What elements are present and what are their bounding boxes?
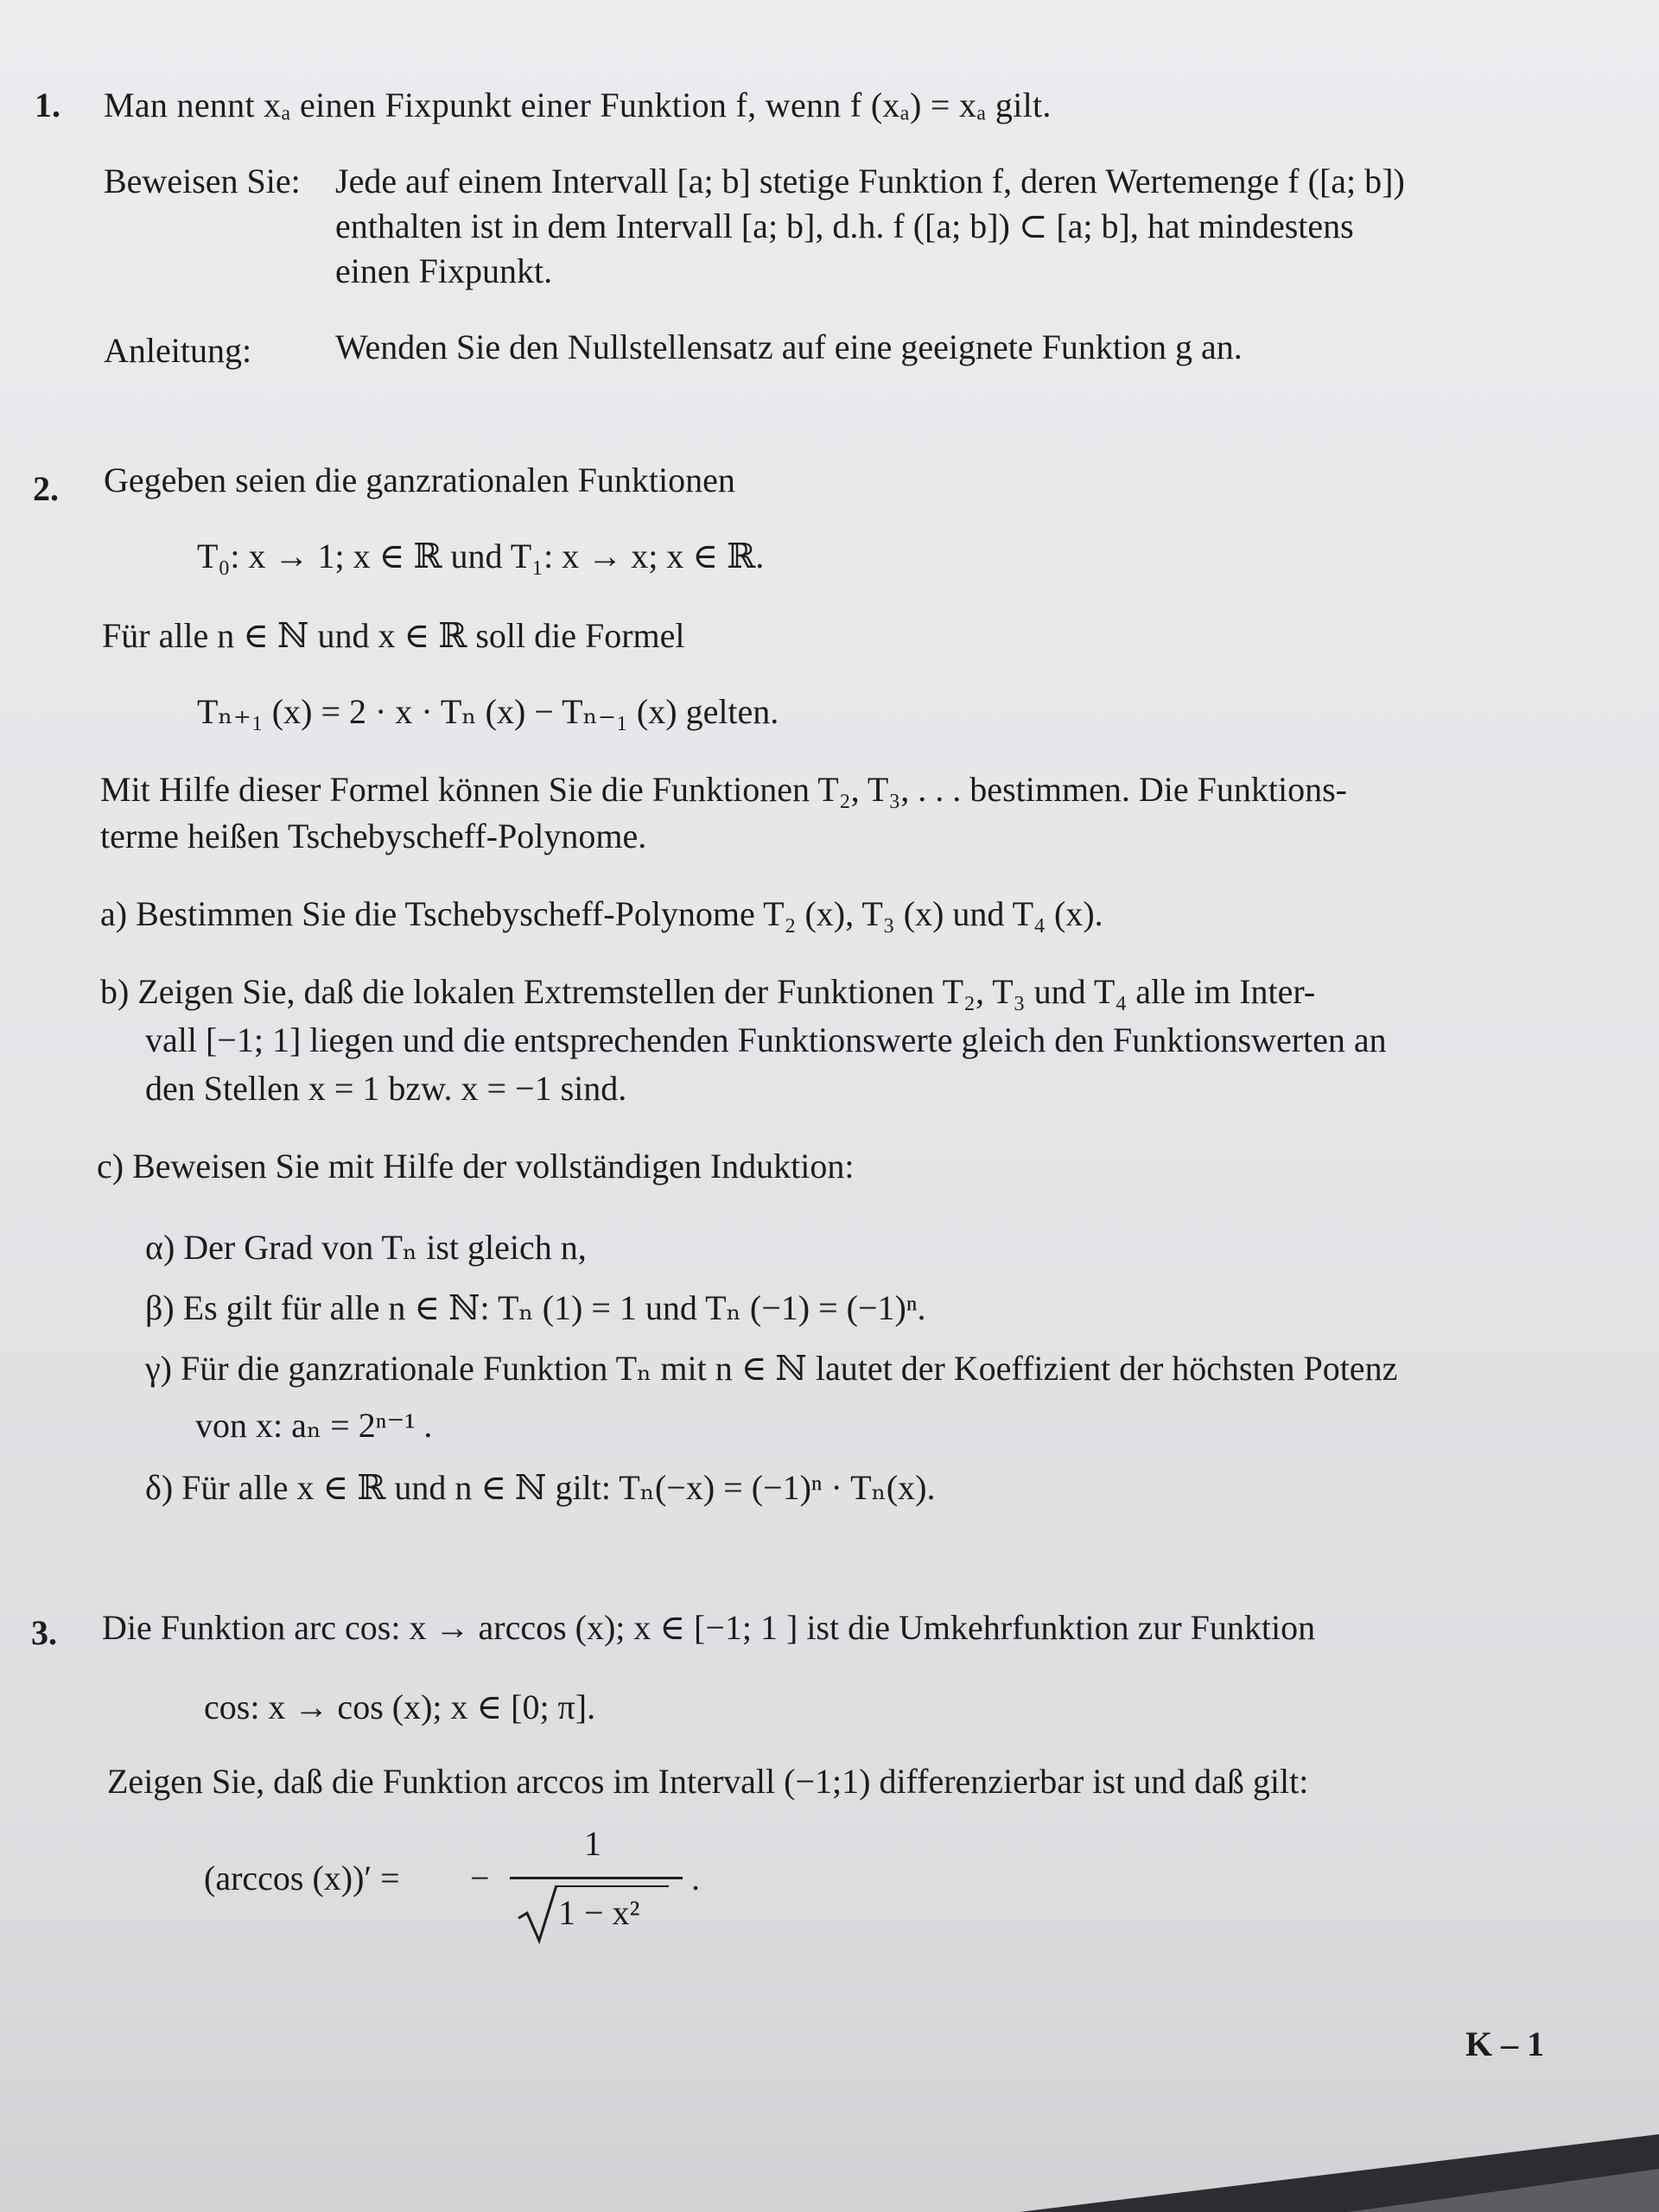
question-1-prove-label: Beweisen Sie: — [104, 162, 301, 200]
question-1-prove-line-3: einen Fixpunkt. — [335, 251, 553, 290]
question-2a: a) Bestimmen Sie die Tschebyscheff-Polynome T₂ (x), T₃ (x) und T₄ (x). — [100, 894, 1103, 933]
page-code: K – 1 — [1465, 2024, 1545, 2063]
question-3-line-1: Die Funktion arc cos: x → arccos (x); x ∈ [−1; 1 ] ist die Umkehrfunktion zur Funktion — [102, 1608, 1316, 1647]
derivative-lhs: (arccos (x))′ = — [204, 1859, 400, 1897]
question-2c-beta: β) Es gilt für alle n ∈ ℕ: Tₙ (1) = 1 und Tₙ (−1) = (−1)ⁿ. — [145, 1288, 926, 1327]
question-3-line-3: Zeigen Sie, daß die Funktion arccos im Intervall (−1;1) differenzierbar ist und daß gilt: — [107, 1762, 1309, 1801]
question-1-hint-label: Anleitung: — [104, 331, 252, 370]
question-2c: c) Beweisen Sie mit Hilfe der vollständigen Induktion: — [97, 1147, 855, 1185]
question-2c-gamma-line-2: von x: aₙ = 2ⁿ⁻¹ . — [195, 1406, 433, 1445]
fraction-radicand: 1 − x² — [558, 1893, 640, 1932]
fraction-numerator: 1 — [584, 1824, 601, 1863]
question-2c-alpha: α) Der Grad von Tₙ ist gleich n, — [145, 1228, 587, 1267]
question-2-recursion-formula: Tₙ₊₁ (x) = 2 · x · Tₙ (x) − Tₙ₋₁ (x) gelten. — [197, 692, 779, 731]
question-2-number: 2. — [33, 469, 59, 508]
question-2b-line-1: b) Zeigen Sie, daß die lokalen Extremstellen der Funktionen T₂, T₃ und T₄ alle im Inter- — [100, 972, 1316, 1011]
question-2-for-all: Für alle n ∈ ℕ und x ∈ ℝ soll die Formel — [102, 616, 685, 655]
question-2-base-functions: T₀: x → 1; x ∈ ℝ und T₁: x → x; x ∈ ℝ. — [197, 537, 765, 575]
question-1-prove-line-1: Jede auf einem Intervall [a; b] stetige Funktion f, deren Wertemenge f ([a; b]) — [335, 162, 1405, 200]
question-2-help-line-2: terme heißen Tschebyscheff-Polynome. — [100, 817, 647, 855]
question-1-number: 1. — [35, 86, 60, 124]
derivative-minus: − — [470, 1859, 490, 1897]
square-root-icon — [517, 1884, 560, 1944]
question-2c-gamma-line-1: γ) Für die ganzrationale Funktion Tₙ mit n ∈ ℕ lautet der Koeffizient der höchsten Potenz — [145, 1349, 1398, 1388]
question-3-number: 3. — [31, 1613, 57, 1652]
question-2-help-line-1: Mit Hilfe dieser Formel können Sie die Funktionen T₂, T₃, . . . bestimmen. Die Funktions- — [100, 770, 1347, 809]
question-2b-line-3: den Stellen x = 1 bzw. x = −1 sind. — [145, 1069, 627, 1108]
question-1-definition: Man nennt xₐ einen Fixpunkt einer Funktion f, wenn f (xₐ) = xₐ gilt. — [104, 86, 1052, 124]
square-root-vinculum — [556, 1885, 669, 1887]
question-1-hint-text: Wenden Sie den Nullstellensatz auf eine geeignete Funktion g an. — [335, 327, 1243, 366]
question-2c-delta: δ) Für alle x ∈ ℝ und n ∈ ℕ gilt: Tₙ(−x) = (−1)ⁿ · Tₙ(x). — [145, 1468, 936, 1507]
question-1-prove-line-2: enthalten ist in dem Intervall [a; b], d.h. f ([a; b]) ⊂ [a; b], hat mindestens — [335, 207, 1354, 245]
question-2b-line-2: vall [−1; 1] liegen und die entsprechenden Funktionswerte gleich den Funktionswerten an — [145, 1020, 1387, 1059]
formula-period: . — [691, 1859, 700, 1897]
question-2-intro: Gegeben seien die ganzrationalen Funktionen — [104, 461, 735, 499]
question-3-line-2: cos: x → cos (x); x ∈ [0; π]. — [204, 1688, 596, 1726]
fraction-bar — [510, 1877, 683, 1879]
